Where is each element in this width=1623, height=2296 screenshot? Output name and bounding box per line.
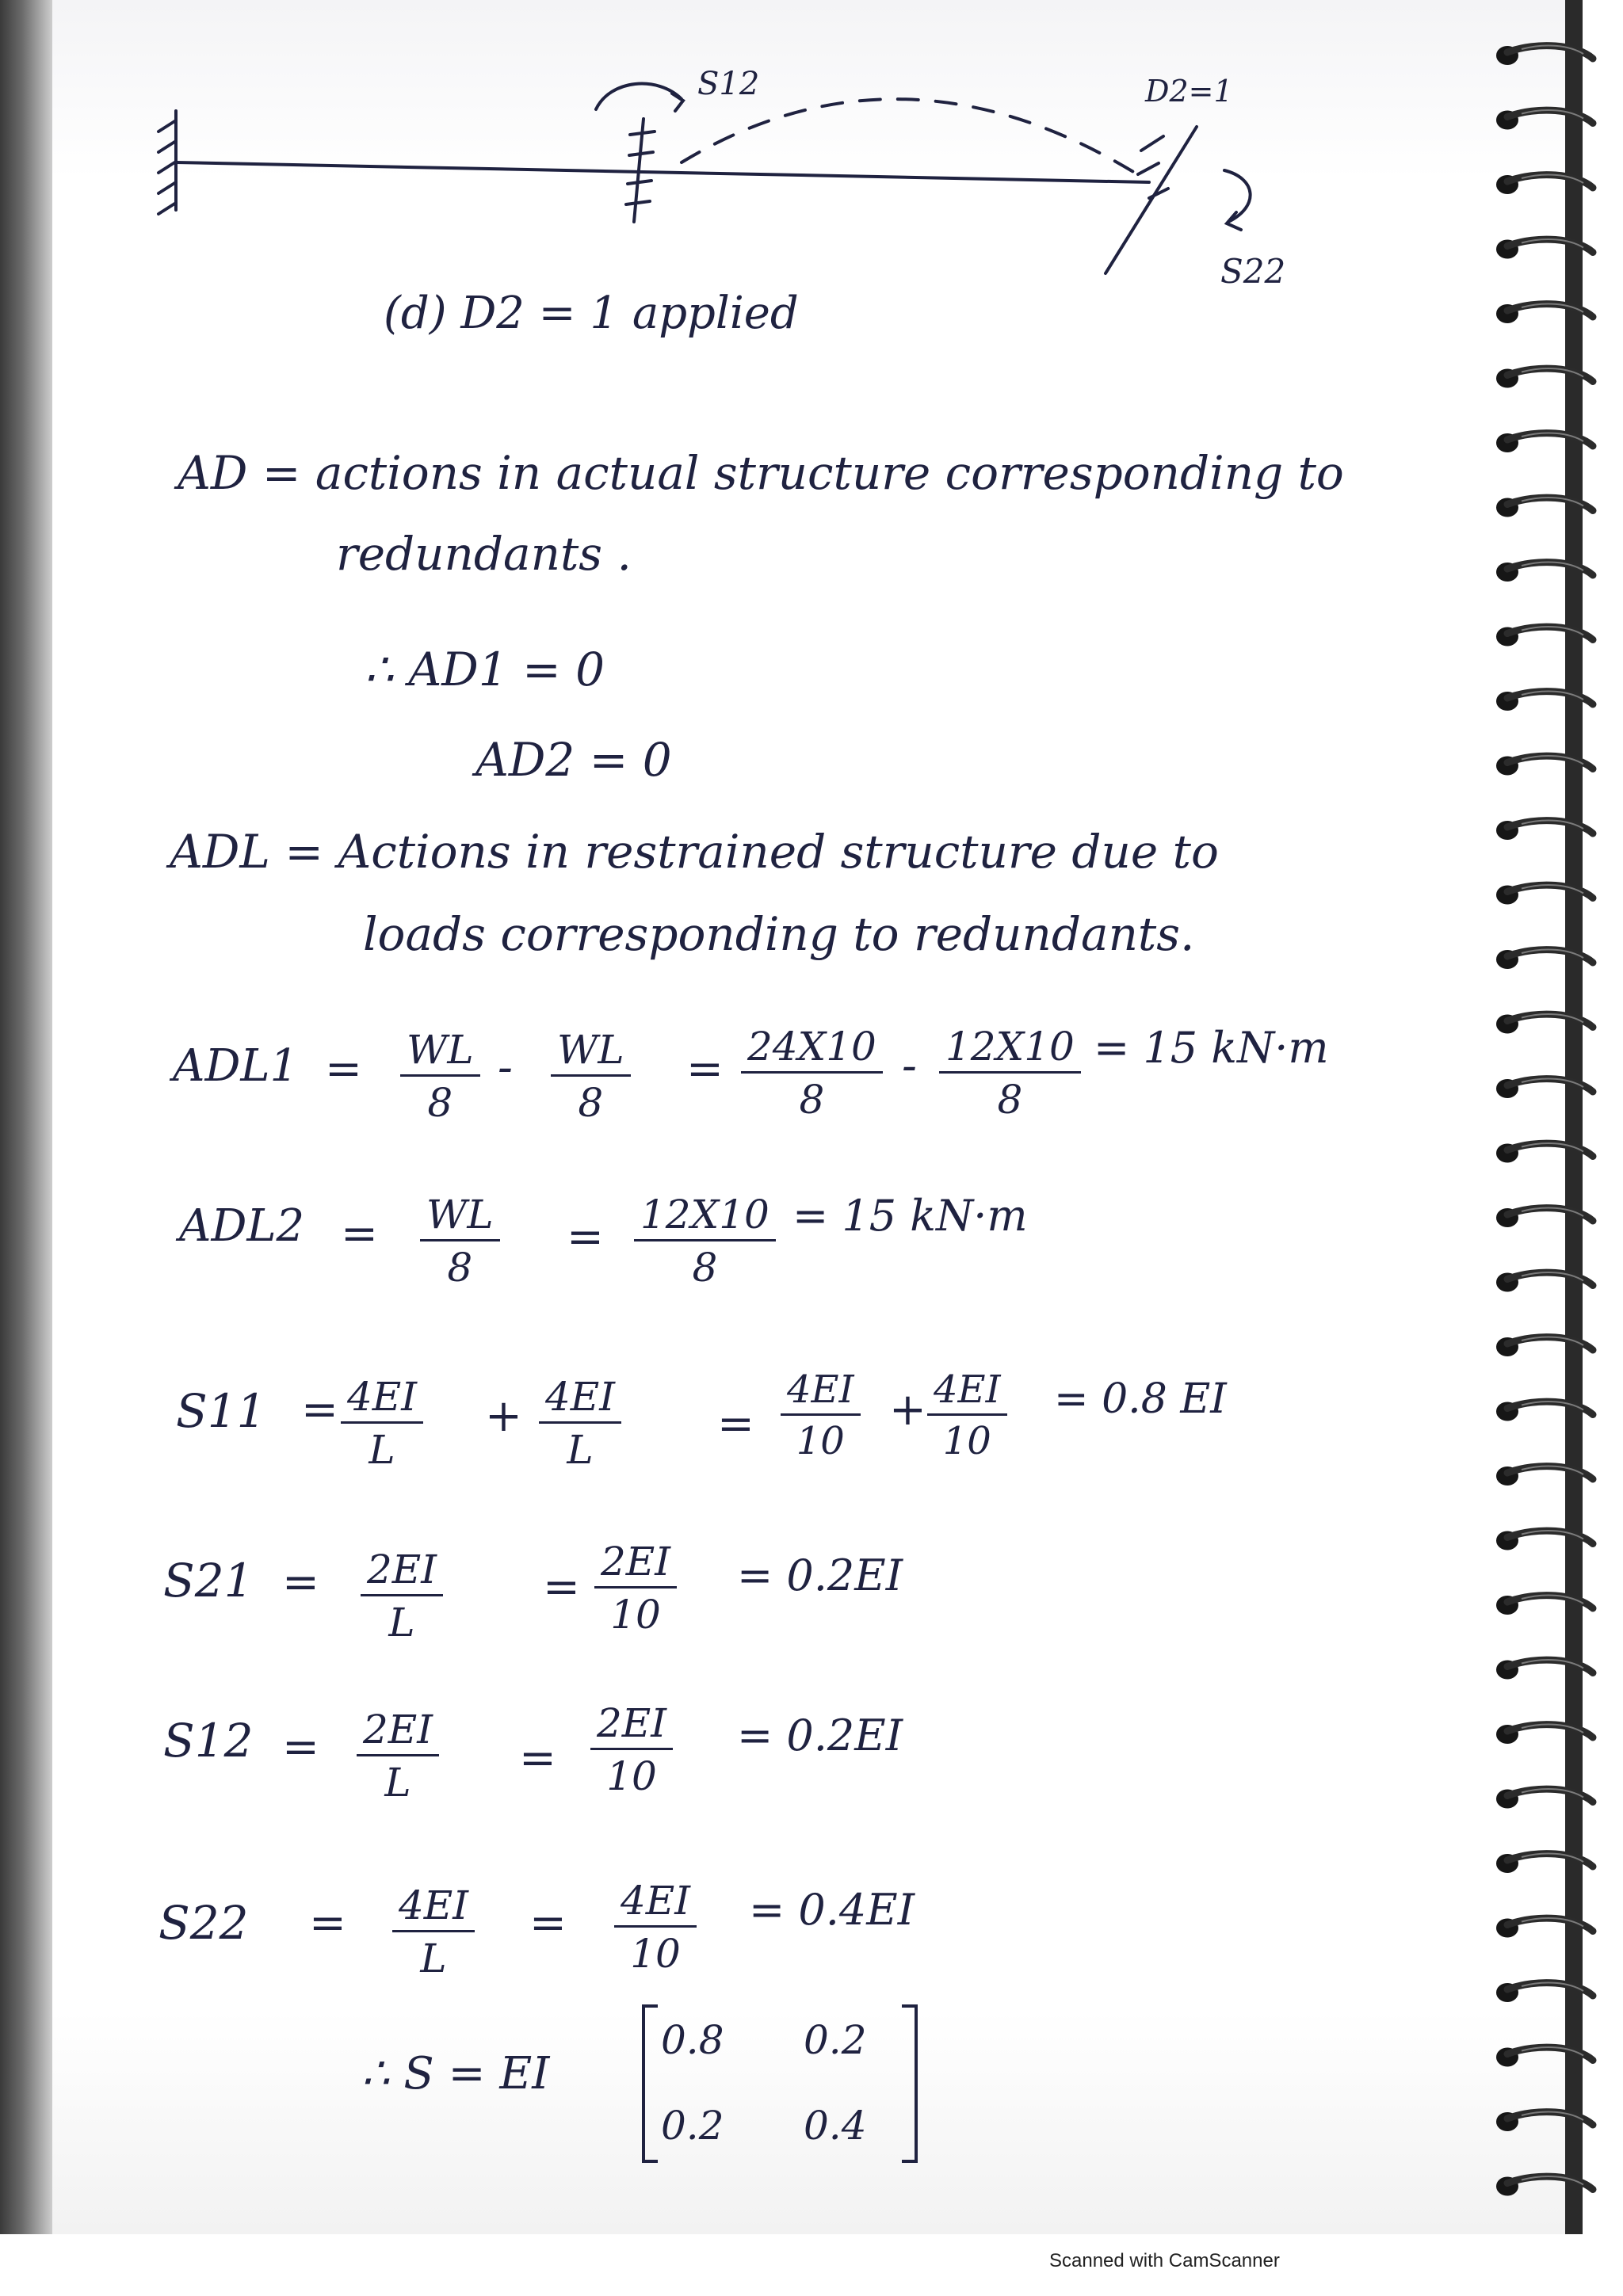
- adl1-minus-1: -: [498, 1042, 513, 1093]
- adl2-lhs: ADL2: [179, 1200, 305, 1252]
- s11-fraction-1: [341, 1374, 423, 1473]
- adl2-fraction-2: [634, 1192, 776, 1291]
- spiral-ring: [1496, 1272, 1593, 1292]
- spiral-ring: [1496, 1014, 1593, 1034]
- spiral-ring: [1496, 1789, 1593, 1809]
- s11-lhs: S11: [176, 1384, 266, 1438]
- spiral-ring: [1496, 1466, 1593, 1486]
- adl-definition-line1: ADL = Actions in restrained structure due to: [170, 825, 1219, 879]
- adl1-lhs: ADL1: [173, 1040, 299, 1092]
- fraction-denominator: 10: [796, 1419, 845, 1463]
- beam-diagram: [0, 0, 1426, 333]
- fraction-numerator: 4EI: [614, 1881, 697, 1928]
- fraction-numerator: 4EI: [781, 1371, 861, 1416]
- spiral-ring: [1496, 1337, 1593, 1356]
- fraction-denominator: L: [388, 1600, 415, 1646]
- right-fixed-support: [1106, 127, 1197, 273]
- fraction-denominator: 10: [606, 1753, 657, 1799]
- s11-plus-2: +: [889, 1384, 926, 1436]
- spiral-ring: [1496, 1078, 1593, 1098]
- rotation-arrow-s12: [596, 84, 682, 109]
- fraction-denominator: 8: [692, 1245, 718, 1291]
- spiral-ring: [1496, 1402, 1593, 1421]
- adl-definition-line2: loads corresponding to redundants.: [363, 907, 1195, 961]
- adl2-fraction-1: [420, 1192, 500, 1291]
- fraction-numerator: 12X10: [634, 1195, 776, 1241]
- spiral-ring: [1496, 691, 1593, 711]
- ad-definition-line1: AD = actions in actual structure corresponding to: [178, 446, 1344, 500]
- adl1-fraction-3: [741, 1024, 883, 1123]
- adl1-fraction-4: [939, 1024, 1081, 1123]
- figure-caption: (d) D2 = 1 applied: [384, 288, 799, 339]
- adl1-fraction-2: [551, 1027, 631, 1126]
- spiral-ring: [1496, 562, 1593, 582]
- adl1-equals-2: =: [686, 1043, 724, 1095]
- fraction-numerator: 4EI: [539, 1377, 621, 1424]
- fraction-numerator: WL: [551, 1030, 631, 1077]
- s21-fraction-1: [361, 1547, 443, 1646]
- s11-fraction-4: [927, 1367, 1007, 1463]
- spiral-ring: [1496, 239, 1593, 259]
- spiral-ring: [1496, 2176, 1593, 2196]
- fraction-numerator: WL: [420, 1195, 500, 1241]
- s12-equals-2: =: [519, 1733, 556, 1784]
- fraction-numerator: 12X10: [939, 1027, 1081, 1074]
- spiral-ring: [1496, 1531, 1593, 1550]
- spiral-ring: [1496, 627, 1593, 646]
- scanner-watermark: Scanned with CamScanner: [1049, 2250, 1280, 2271]
- ad-definition-line2: redundants .: [336, 527, 632, 581]
- adl1-fraction-1: [400, 1027, 480, 1126]
- fraction-numerator: 2EI: [361, 1550, 443, 1596]
- spiral-ring: [1496, 433, 1593, 452]
- spiral-ring: [1496, 949, 1593, 969]
- fraction-denominator: 10: [630, 1931, 681, 1977]
- s12-fraction-2: [590, 1700, 673, 1799]
- s21-equals-2: =: [543, 1562, 580, 1613]
- s12-equals-1: =: [282, 1722, 319, 1773]
- fraction-numerator: 4EI: [392, 1886, 475, 1932]
- spiral-ring: [1496, 368, 1593, 388]
- rotation-arrow-s22: [1224, 170, 1251, 222]
- stiffness-matrix: [642, 2004, 918, 2163]
- deflected-shape: [682, 99, 1148, 181]
- s22-result: = 0.4EI: [749, 1885, 915, 1935]
- s21-fraction-2: [594, 1539, 677, 1638]
- s22-lhs: S22: [158, 1896, 249, 1950]
- fraction-denominator: 8: [578, 1080, 604, 1126]
- spiral-ring: [1496, 174, 1593, 194]
- fraction-numerator: 2EI: [590, 1703, 673, 1750]
- fraction-numerator: WL: [400, 1030, 480, 1077]
- spiral-ring: [1496, 303, 1593, 323]
- matrix-prefix: ∴ S = EI: [361, 2048, 550, 2100]
- fraction-denominator: 8: [447, 1245, 473, 1291]
- s21-lhs: S21: [163, 1554, 254, 1608]
- spiral-ring: [1496, 1207, 1593, 1227]
- fraction-denominator: L: [384, 1760, 411, 1806]
- s21-equals-1: =: [282, 1557, 319, 1608]
- s12-fraction-1: [357, 1707, 439, 1806]
- fraction-numerator: 24X10: [741, 1027, 883, 1074]
- fraction-numerator: 2EI: [357, 1710, 439, 1756]
- matrix-cell-r2c2: 0.4: [804, 2103, 867, 2149]
- s22-fraction-1: [392, 1882, 475, 1981]
- s12-lhs: S12: [163, 1714, 254, 1768]
- adl1-result: = 15 kN·m: [1094, 1023, 1329, 1073]
- s11-equals-2: =: [717, 1398, 754, 1450]
- s11-equals-1: =: [301, 1384, 338, 1436]
- label-d2: D2=1: [1145, 74, 1233, 109]
- fraction-denominator: L: [567, 1427, 594, 1473]
- adl2-equals-1: =: [341, 1208, 378, 1260]
- matrix-cell-r1c2: 0.2: [804, 2017, 867, 2063]
- adl2-equals-2: =: [567, 1211, 604, 1263]
- spiral-binding: [1490, 0, 1623, 2234]
- fraction-numerator: 2EI: [594, 1542, 677, 1589]
- label-s12: S12: [697, 66, 760, 102]
- s21-result: = 0.2EI: [737, 1550, 903, 1600]
- fraction-numerator: 4EI: [927, 1371, 1007, 1416]
- matrix-cell-r1c1: 0.8: [661, 2017, 724, 2063]
- spiral-ring: [1496, 1143, 1593, 1163]
- adl1-equals-1: =: [325, 1043, 362, 1095]
- page-shadow: [0, 0, 55, 2234]
- s11-fraction-3: [781, 1367, 861, 1463]
- fraction-denominator: L: [420, 1936, 447, 1981]
- spiral-ring: [1496, 45, 1593, 65]
- spiral-ring: [1496, 498, 1593, 517]
- fraction-denominator: 10: [942, 1419, 991, 1463]
- spiral-ring: [1496, 1724, 1593, 1744]
- fraction-denominator: L: [369, 1427, 395, 1473]
- label-s22: S22: [1220, 252, 1286, 291]
- spiral-ring: [1496, 110, 1593, 130]
- fraction-denominator: 10: [610, 1592, 661, 1638]
- spiral-ring: [1496, 756, 1593, 776]
- s22-equals-2: =: [529, 1897, 567, 1949]
- s22-equals-1: =: [309, 1897, 346, 1949]
- spiral-ring: [1496, 1660, 1593, 1680]
- s12-result: = 0.2EI: [737, 1711, 903, 1760]
- s11-result: = 0.8 EI: [1054, 1375, 1227, 1423]
- adl2-result: = 15 kN·m: [792, 1191, 1028, 1241]
- spiral-ring: [1496, 820, 1593, 840]
- spiral-ring: [1496, 1595, 1593, 1615]
- spiral-ring: [1496, 2047, 1593, 2067]
- fraction-denominator: 8: [997, 1077, 1023, 1123]
- spiral-ring: [1496, 885, 1593, 905]
- spiral-ring: [1496, 1982, 1593, 2002]
- fraction-numerator: 4EI: [341, 1377, 423, 1424]
- s11-plus-1: +: [485, 1390, 522, 1442]
- fraction-denominator: 8: [799, 1077, 825, 1123]
- ad1-equation: ∴ AD1 = 0: [365, 643, 605, 696]
- spiral-ring: [1496, 1853, 1593, 1873]
- matrix-cell-r2c1: 0.2: [661, 2103, 724, 2149]
- adl1-minus-2: -: [902, 1040, 917, 1092]
- s22-fraction-2: [614, 1878, 697, 1977]
- spiral-ring: [1496, 2111, 1593, 2131]
- beam-line: [176, 162, 1149, 182]
- s11-fraction-2: [539, 1374, 621, 1473]
- fraction-denominator: 8: [427, 1080, 453, 1126]
- ad2-equation: AD2 = 0: [475, 733, 672, 787]
- spiral-ring: [1496, 1918, 1593, 1938]
